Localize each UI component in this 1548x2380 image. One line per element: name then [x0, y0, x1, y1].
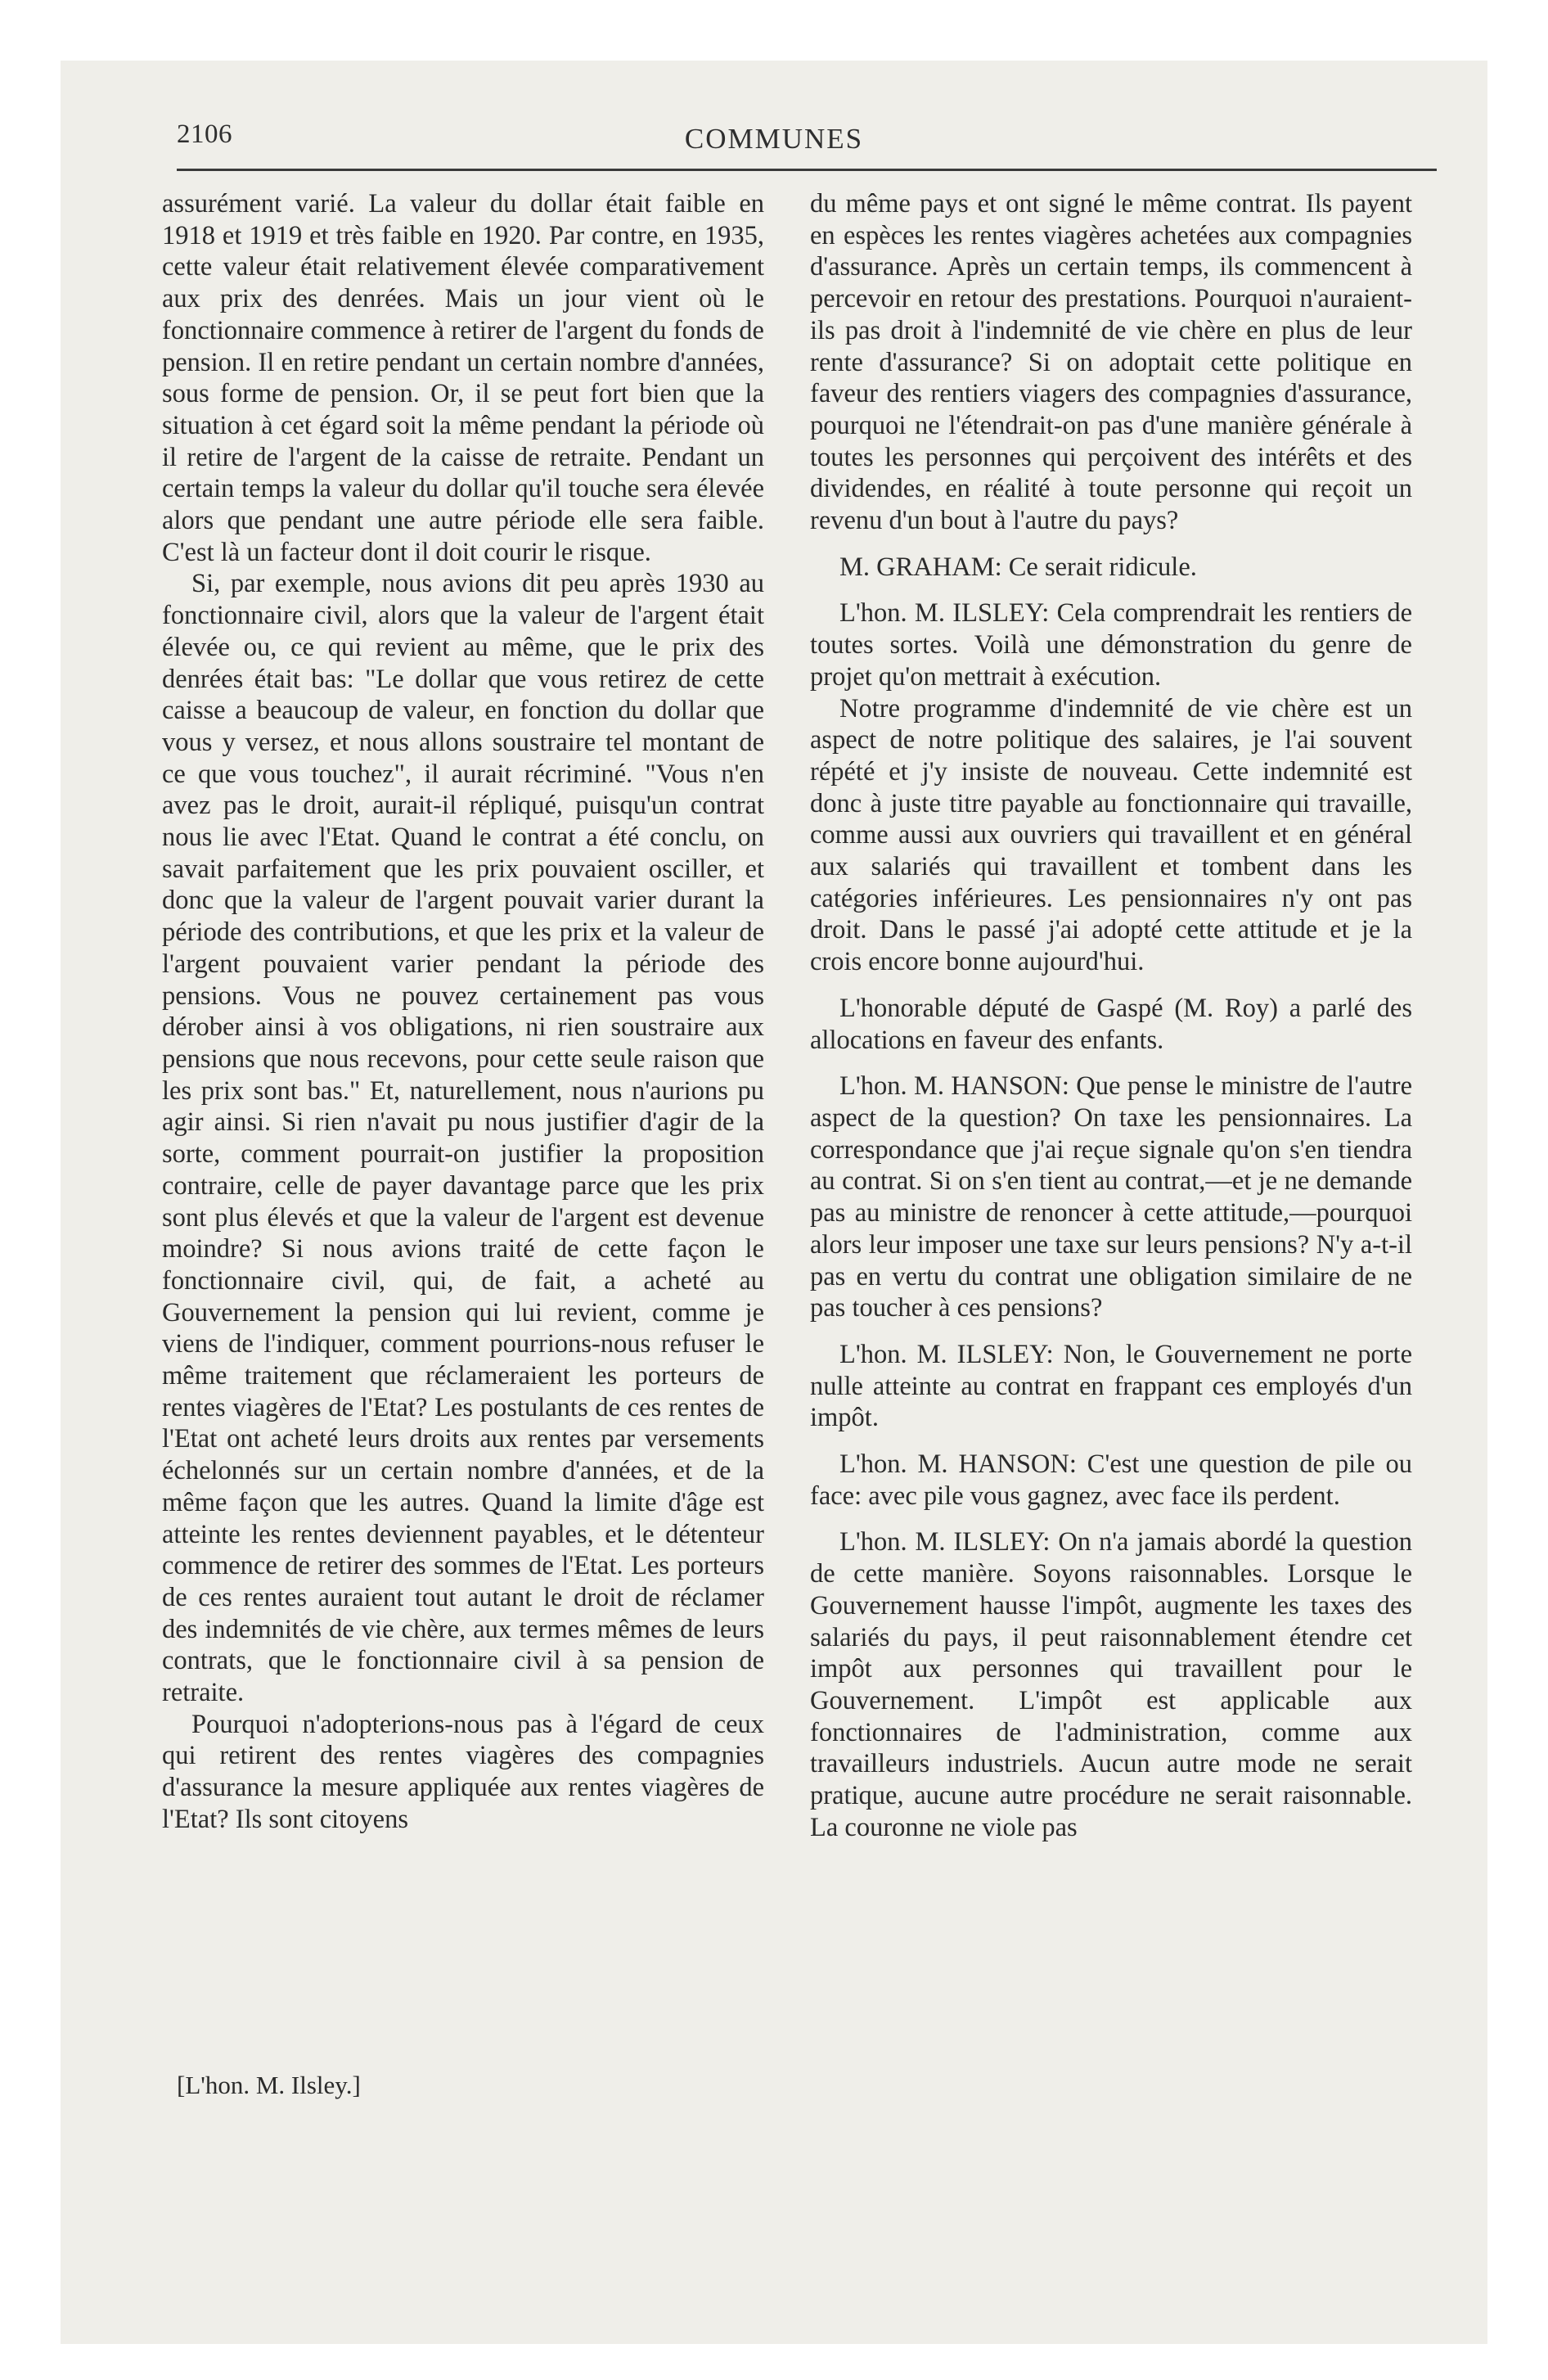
paragraph: L'hon. M. HANSON: Que pense le ministre de l'autre aspect de la question? On taxe les pensionnaires. La correspondance que j'ai reçue signale qu'on s'en tiendra au contrat. Si on s'en tient au contrat,—et je ne demande pas au ministre de renoncer à cette attitude,—pourquoi alors leur imposer une taxe sur leurs pensions? N'y a-t-il pas en vertu du contrat une obligation similaire de ne pas toucher à ces pensions? [810, 1071, 1412, 1323]
page-number: 2106 [177, 119, 232, 149]
paragraph: L'hon. M. HANSON: C'est une question de pile ou face: avec pile vous gagnez, avec face ils perdent. [810, 1449, 1412, 1511]
paragraph: M. GRAHAM: Ce serait ridicule. [839, 552, 1197, 582]
header-rule [177, 169, 1437, 171]
speaker-attribution: [L'hon. M. Ilsley.] [177, 2071, 361, 2099]
right-column [810, 188, 1412, 1843]
paragraph: assurément varié. La valeur du dollar était faible en 1918 et 1919 et très faible en 1920. Par contre, en 1935, cette valeur était relativement élevée comparativement aux prix des denrées. Mais un jour vient où le fonctionnaire commence à retirer de l'argent du fonds de pension. Il en retire pendant un certain nombre d'années, sous forme de pension. Or, il se peut fort bien que la situation à cet égard soit la même pendant la période où il retire de l'argent de la caisse de retraite. Pendant un certain temps la valeur du dollar qu'il touche sera élevée alors que pendant une autre période elle sera faible. C'est là un facteur dont il doit courir le risque. [162, 189, 764, 567]
paragraph: Si, par exemple, nous avions dit peu après 1930 au fonctionnaire civil, alors que la valeur de l'argent était élevée ou, ce qui revient au même, que le prix des denrées était bas: "Le dollar que vous retirez de cette caisse a beaucoup de valeur, en fonction du dollar que vous y versez, et nous allons soustraire tel montant de ce que vous touchez", il aurait récriminé. "Vous n'en avez pas le droit, aurait-il répliqué, puisqu'un contrat nous lie avec l'Etat. Quand le contrat a été conclu, on savait parfaitement que les prix pouvaient osciller, et donc que la valeur de l'argent pouvait varier durant la période des contributions, et que les prix et la valeur de l'argent pouvaient varier pendant la période des pensions. Vous ne pouvez certainement pas vous dérober ainsi à vos obligations, ni rien soustraire aux pensions que nous recevons, pour cette seule raison que les prix sont bas." Et, naturellement, nous n'aurions pu agir ainsi. Si rien n'avait pu nous justifier d'agir de la sorte, comment pourrait-on justifier la proposition contraire, celle de payer davantage parce que les prix sont plus élevés et que la valeur de l'argent est devenue moindre? Si nous avions traité de cette façon le fonctionnaire civil, qui, de fait, a acheté au Gouvernement la pension qui lui revient, comme je viens de l'indiquer, comment pourrions-nous refuser le même traitement que réclameraient les porteurs de rentes viagères de l'Etat? Les postulants de ces rentes de l'Etat ont acheté leurs droits aux rentes par versements échelonnés sur un certain nombre d'années, et de la même façon que les autres. Quand la limite d'âge est atteinte les rentes deviennent payables, et le détenteur commence de retirer des sommes de l'Etat. Les porteurs de ces rentes auraient tout autant le droit de réclamer des indemnités de vie chère, aux termes mêmes de leurs contrats, que le fonctionnaire civil à sa pension de retraite. [162, 569, 764, 1708]
paragraph: Notre programme d'indemnité de vie chère est un aspect de notre politique des salaires, je l'ai souvent répété et j'y insiste de nouveau. Cette indemnité est donc à juste titre payable au fonctionnaire qui travaille, comme aussi aux ouvriers qui travaillent et en général aux salariés qui travaillent et tombent dans les catégories inférieures. Les pensionnaires n'y ont pas droit. Dans le passé j'ai adopté cette attitude et je la crois encore bonne aujourd'hui. [810, 693, 1412, 977]
running-head: COMMUNES [684, 123, 864, 155]
paragraph: Pourquoi n'adopterions-nous pas à l'égard de ceux qui retirent des rentes viagères des compagnies d'assurance la mesure appliquée aux rentes viagères de l'Etat? Ils sont citoyens [162, 1709, 764, 1834]
left-column [162, 188, 764, 1836]
paragraph: du même pays et ont signé le même contrat. Ils payent en espèces les rentes viagères achetées aux compagnies d'assurance. Après un certain temps, ils commencent à percevoir en retour des prestations. Pourquoi n'auraient-ils pas droit à l'indemnité de vie chère en plus de leur rente d'assurance? Si on adoptait cette politique en faveur des rentiers viagers des compagnies d'assurance, pourquoi ne l'étendrait-on pas d'une manière générale à toutes les personnes qui perçoivent des intérêts et des dividendes, en réalité à toute personne qui reçoit un revenu d'un bout à l'autre du pays? [810, 189, 1412, 536]
paragraph: L'hon. M. ILSLEY: Non, le Gouvernement ne porte nulle atteinte au contrat en frappant ces employés d'un impôt. [810, 1339, 1412, 1433]
paragraph: L'hon. M. ILSLEY: Cela comprendrait les rentiers de toutes sortes. Voilà une démonstration du genre de projet qu'on mettrait à exécution. [810, 598, 1412, 692]
paragraph: L'honorable député de Gaspé (M. Roy) a parlé des allocations en faveur des enfants. [810, 993, 1412, 1055]
paragraph: L'hon. M. ILSLEY: On n'a jamais abordé la question de cette manière. Soyons raisonnables. Lorsque le Gouvernement hausse l'impôt, augmente les taxes des salariés du pays, il peut raisonnablement étendre cet impôt aux personnes qui travaillent pour le Gouvernement. L'impôt est applicable aux fonctionnaires de l'administration, comme aux travailleurs industriels. Aucun autre mode ne serait pratique, aucune autre procédure ne serait raisonnable. La couronne ne viole pas [810, 1527, 1412, 1842]
